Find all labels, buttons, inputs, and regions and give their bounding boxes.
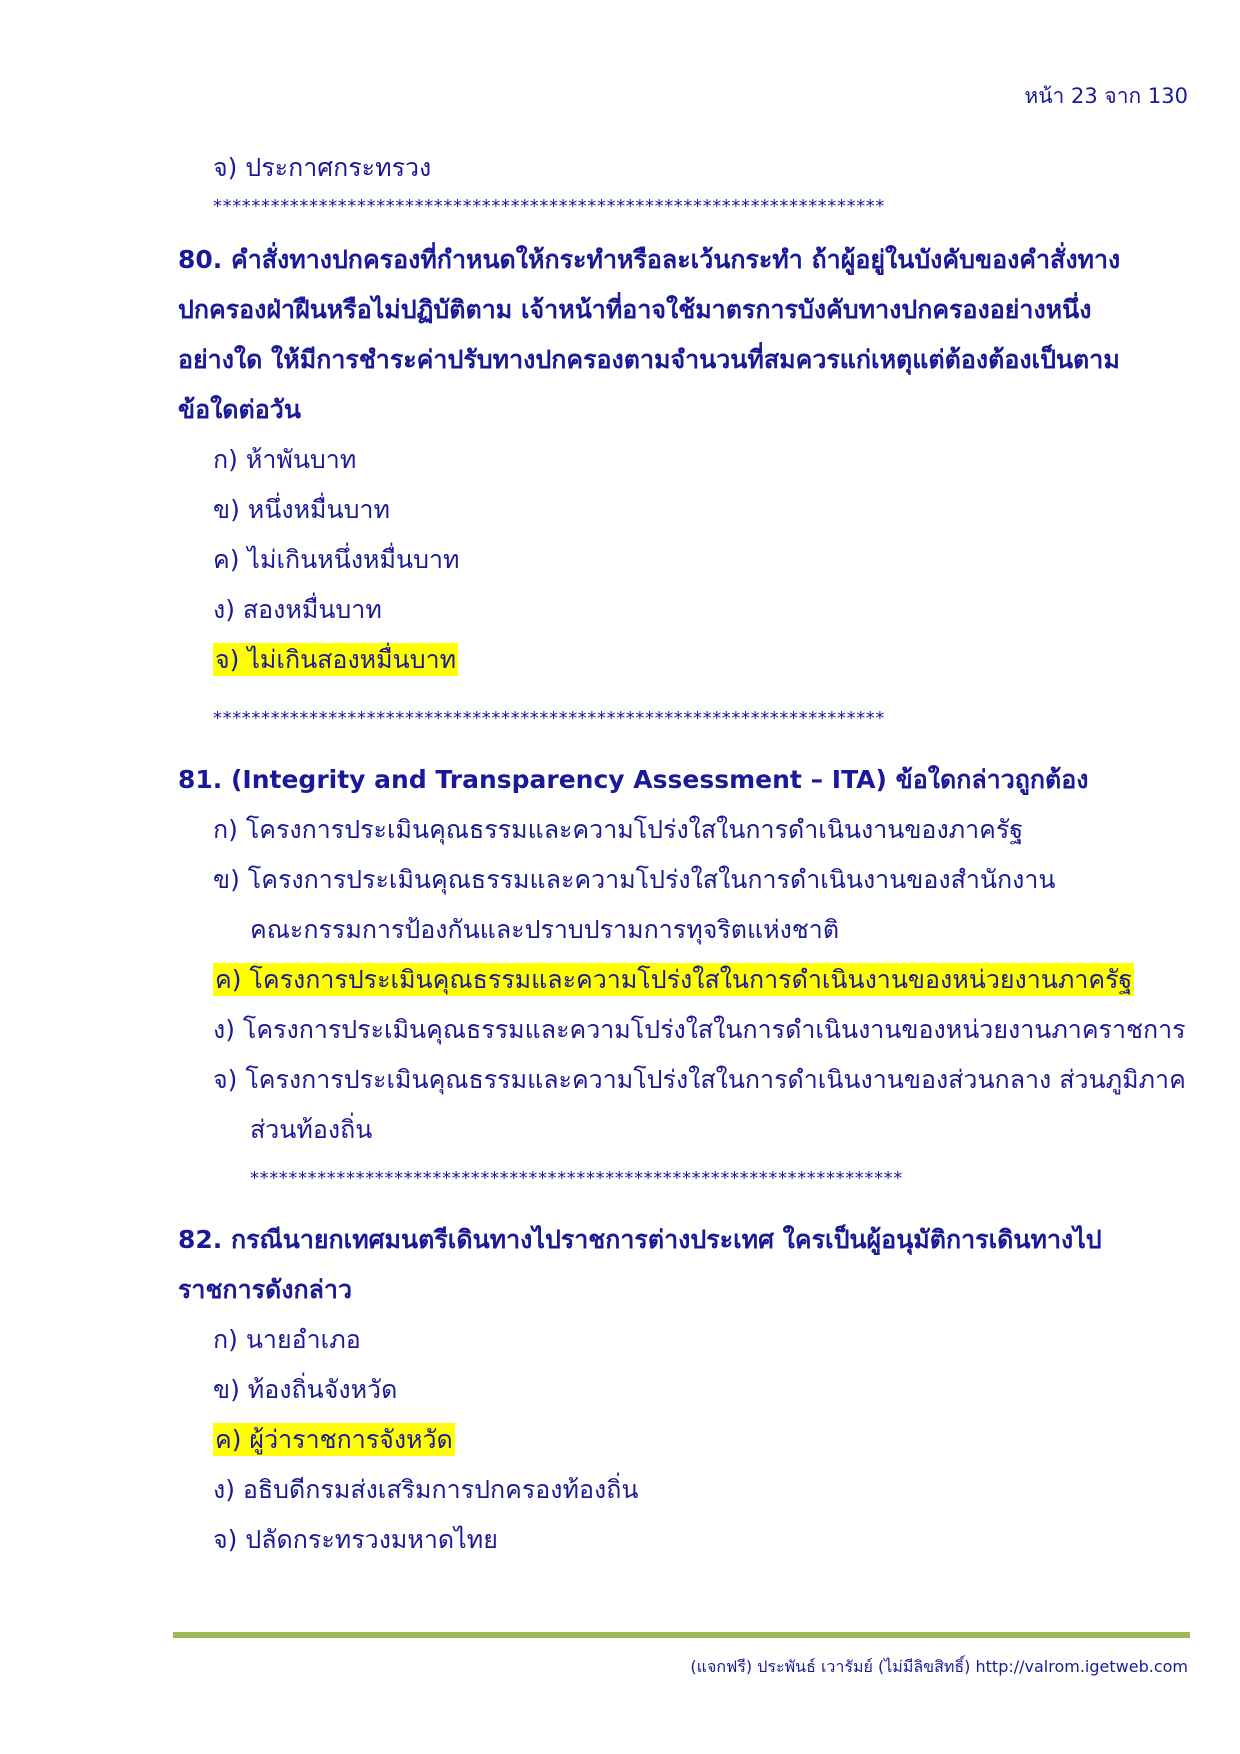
q80-line-4: ข้อใดต่อวัน — [178, 395, 301, 424]
q82-option-a: ก) นายอำเภอ — [213, 1325, 361, 1354]
q80-line-3: อย่างใด ให้มีการชำระค่าปรับทางปกครองตามจำนวนที่สมควรแก่เหตุแต่ต้องต้องเป็นตาม — [178, 345, 1120, 374]
separator: ********************************************************************** — [213, 196, 885, 217]
page-number: หน้า 23 จาก 130 — [1024, 84, 1188, 108]
q81-option-e: จ) โครงการประเมินคุณธรรมและความโปร่งใสในการดำเนินงานของส่วนกลาง ส่วนภูมิภาค — [213, 1065, 1186, 1094]
q80-option-b: ข) หนึ่งหมื่นบาท — [213, 495, 391, 524]
q82-option-b: ข) ท้องถิ่นจังหวัด — [213, 1375, 398, 1404]
separator: ********************************************************************** — [213, 708, 885, 729]
q80-option-c: ค) ไม่เกินหนึ่งหมื่นบาท — [213, 545, 460, 574]
q81-option-d: ง) โครงการประเมินคุณธรรมและความโปร่งใสในการดำเนินงานของหน่วยงานภาคราชการ — [213, 1015, 1186, 1044]
q82-line-2: ราชการดังกล่าว — [178, 1275, 353, 1304]
q80-line-1: 80. คำสั่งทางปกครองที่กำหนดให้กระทำหรือละเว้นกระทำ ถ้าผู้อยู่ในบังคับของคำสั่งทาง — [178, 245, 1121, 274]
q81-option-c-answer — [213, 960, 1134, 1000]
separator: ******************************************************************** — [250, 1168, 903, 1189]
q80-line-2: ปกครองฝ่าฝืนหรือไม่ปฏิบัติตาม เจ้าหน้าที่อาจใช้มาตรการบังคับทางปกครองอย่างหนึ่ง — [178, 295, 1092, 324]
q82-option-c-answer — [213, 1420, 455, 1460]
q82-option-d: ง) อธิบดีกรมส่งเสริมการปกครองท้องถิ่น — [213, 1475, 639, 1504]
q82-line-1: 82. กรณีนายกเทศมนตรีเดินทางไปราชการต่างประเทศ ใครเป็นผู้อนุมัติการเดินทางไป — [178, 1225, 1102, 1254]
q81-line-1: 81. (Integrity and Transparency Assessment – ITA) ข้อใดกล่าวถูกต้อง — [178, 765, 1089, 794]
q81-option-b-cont: คณะกรรมการป้องกันและปราบปรามการทุจริตแห่งชาติ — [250, 915, 840, 944]
q80-option-d: ง) สองหมื่นบาท — [213, 595, 382, 624]
q81-option-e-cont: ส่วนท้องถิ่น — [250, 1115, 373, 1144]
q80-option-a: ก) ห้าพันบาท — [213, 445, 357, 474]
footer-rule — [173, 1632, 1190, 1638]
q81-option-b: ข) โครงการประเมินคุณธรรมและความโปร่งใสในการดำเนินงานของสำนักงาน — [213, 865, 1056, 894]
q80-option-e-answer — [213, 640, 458, 680]
q81-option-a: ก) โครงการประเมินคุณธรรมและความโปร่งใสในการดำเนินงานของภาครัฐ — [213, 815, 1024, 844]
footer-credit: (แจกฟรี) ประพันธ์ เวารัมย์ (ไม่มีลิขสิทธิ์) http://valrom.igetweb.com — [690, 1657, 1188, 1676]
prev-option: จ) ประกาศกระทรวง — [213, 153, 432, 182]
answer-highlight: ค) ผู้ว่าราชการจังหวัด — [215, 1425, 453, 1454]
q82-option-e: จ) ปลัดกระทรวงมหาดไทย — [213, 1525, 498, 1554]
answer-highlight: จ) ไม่เกินสองหมื่นบาท — [215, 645, 457, 674]
answer-highlight: ค) โครงการประเมินคุณธรรมและความโปร่งใสในการดำเนินงานของหน่วยงานภาครัฐ — [215, 965, 1133, 994]
